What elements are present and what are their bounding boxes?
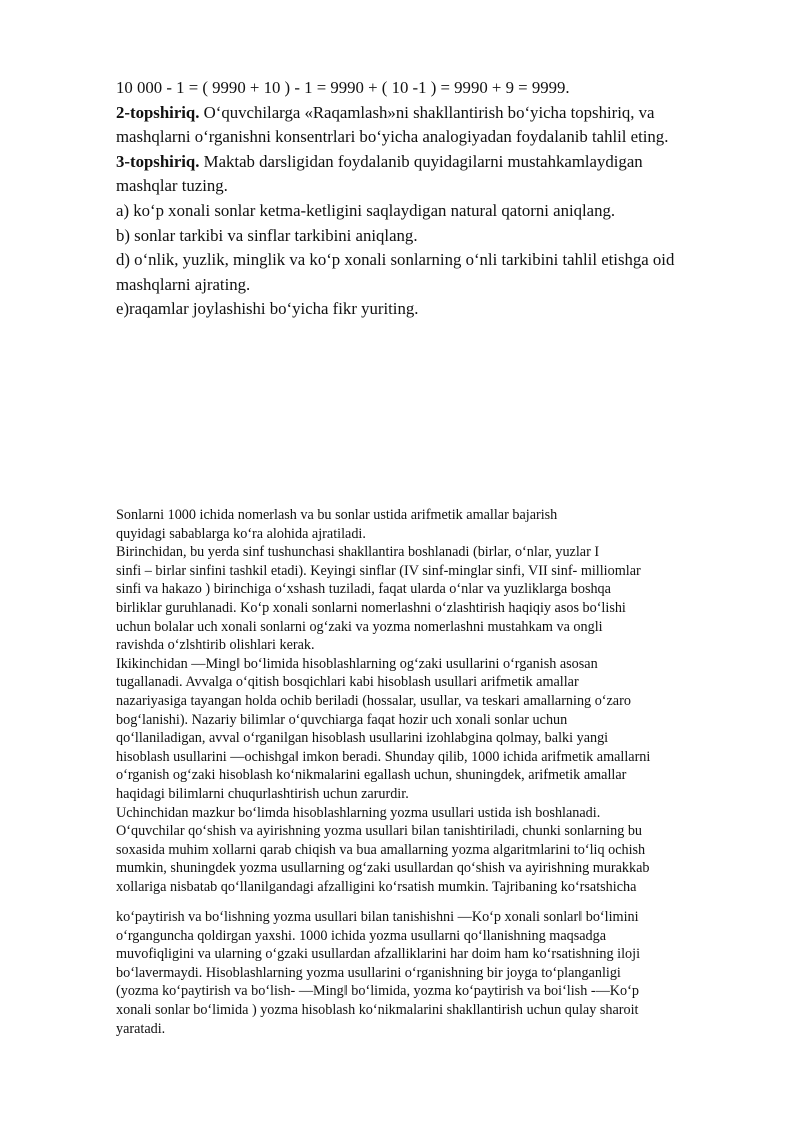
body-line: hisoblash usullarini ―ochishga‖ imkon beradi. Shunday qilib, 1000 ichida arifmetik amallarni (116, 748, 651, 765)
item-d-line-2: mashqlarni ajrating. (116, 274, 251, 294)
body-line: haqidagi bilimlarni chuqurlashtirish uchun zarurdir. (116, 785, 409, 802)
task2-line-1 (116, 101, 766, 126)
body-paragraphs (116, 506, 756, 896)
item-b: b) sonlar tarkibi va sinflar tarkibini aniqlang. (116, 225, 418, 245)
body-line: (yozma ko‘paytirish va bo‘lish- ―Ming‖ bo‘limida, yozma ko‘paytirish va boi‘lish -―Ko‘p (116, 983, 639, 1000)
item-e: e)raqamlar joylashishi bo‘yicha fikr yuriting. (116, 299, 419, 319)
item-d-line-1: d) o‘nlik, yuzlik, minglik va ko‘p xonali sonlarning o‘nli tarkibini tahlil etishga oid (116, 250, 675, 270)
body-line: o‘rganish og‘zaki hisoblash ko‘nikmalarini egallash uchun, shuningdek, arifmetik amallar (116, 767, 627, 784)
body-line: ko‘paytirish va bo‘lishning yozma usullari bilan tanishishni ―Ko‘p xonali sonlar‖ bo‘limini (116, 909, 639, 925)
body-line: xonali sonlar bo‘limida ) yozma hisoblash ko‘nikmalarini shakllantirish uchun qulay sharoit (116, 1001, 639, 1018)
body-line: ravishda o‘zlshtirib olishlari kerak. (116, 637, 315, 654)
body-line: Sonlarni 1000 ichida nomerlash va bu sonlar ustida arifmetik amallar bajarish (116, 507, 558, 523)
body-line: tugallanadi. Avvalga o‘qitish bosqichlari kabi hisoblash usullari arifmetik amallar (116, 674, 579, 691)
body-line: qo‘llaniladigan, avval o‘rganilgan hisoblash usullarini izohlabgina qolmay, balki yangi (116, 730, 609, 747)
task3-line-1 (116, 150, 766, 175)
task-block (116, 76, 766, 322)
body-line: bog‘lanishi). Nazariy bilimlar o‘quvchiarga faqat hozir uch xonali sonlar uchun (116, 711, 568, 728)
equation-line: 10 000 - 1 = ( 9990 + 10 ) - 1 = 9990 + ( 10 -1 ) = 9990 + 9 = 9999. (116, 78, 570, 97)
body-line: xollariga nisbatab qo‘llanilgandagi afzalligini ko‘rsatish mumkin. Tajribaning ko‘rsatshicha (116, 878, 637, 895)
body-line: birliklar guruhlanadi. Ko‘p xonali sonlarni nomerlashni o‘zlashtirish haqiqiy asos bo‘lishi (116, 599, 626, 616)
body-line: bo‘lavermaydi. Hisoblashlarning yozma usullarini o‘rganishning bir joyga to‘planganligi (116, 964, 621, 981)
task2-line-2: mashqlarni o‘rganishni konsentrlari bo‘yicha analogiyadan foydalanib tahlil eting. (116, 127, 669, 147)
body-paragraphs-continued (116, 908, 756, 1038)
task3-label: 3-topshiriq. (116, 151, 200, 171)
body-line: nazariyasiga tayangan holda ochib beriladi (hossalar, usullar, va teskari amallarning o‘zaro (116, 692, 631, 709)
body-line: soxasida muhim xollarni qarab chiqish va bua amallarning yozma algaritmlarini to‘liq ochish (116, 841, 646, 858)
task2-text-1: O‘quvchilarga «Raqamlash»ni shakllantirish bo‘yicha topshiriq, va (199, 102, 655, 122)
body-line: mumkin, shuningdek yozma usullarning og‘zaki usullardan qo‘shish va ayirishning murakkab (116, 860, 650, 877)
item-a: a) ko‘p xonali sonlar ketma-ketligini saqlaydigan natural qatorni aniqlang. (116, 200, 616, 220)
body-line: sinfi – birlar sinfini tashkil etadi). Keyingi sinflar (IV sinf-minglar sinfi, VII sinf- milliomlar (116, 562, 641, 579)
task2-label: 2-topshiriq. (116, 102, 200, 122)
body-line: sinfi va hakazo ) birinchiga o‘xshash tuziladi, faqat ularda o‘nlar va yuzliklarga boshqa (116, 581, 611, 598)
body-line: uchun bolalar uch xonali sonlarni og‘zaki va yozma nomerlashni mustahkam va ongli (116, 618, 603, 635)
body-line: Uchinchidan mazkur bo‘limda hisoblashlarning yozma usullari ustida ish boshlanadi. (116, 804, 601, 821)
body-line: Birinchidan, bu yerda sinf tushunchasi shakllantira boshlanadi (birlar, o‘nlar, yuzlar I (116, 544, 600, 561)
body-line: yaratadi. (116, 1020, 166, 1037)
body-line: quyidagi sabablarga ko‘ra alohida ajratiladi. (116, 525, 366, 542)
body-line: muvofiqligini va ularning o‘gzaki usullardan afzalliklarini har doim ham ko‘rsatishning iloji (116, 946, 641, 963)
body-line: Ikikinchidan ―Ming‖ bo‘limida hisoblashlarning og‘zaki usullarini o‘rganish asosan (116, 655, 598, 672)
task3-text-1: Maktab darsligidan foydalanib quyidagilarni mustahkamlaydigan (199, 151, 643, 171)
task3-line-2: mashqlar tuzing. (116, 176, 228, 196)
body-line: O‘quvchilar qo‘shish va ayirishning yozma usullari bilan tanishtiriladi, chunki sonlarning bu (116, 823, 643, 840)
body-line: o‘rganguncha qoldirgan yaxshi. 1000 ichida yozma usullarni qo‘llanishning maqsadga (116, 927, 607, 944)
